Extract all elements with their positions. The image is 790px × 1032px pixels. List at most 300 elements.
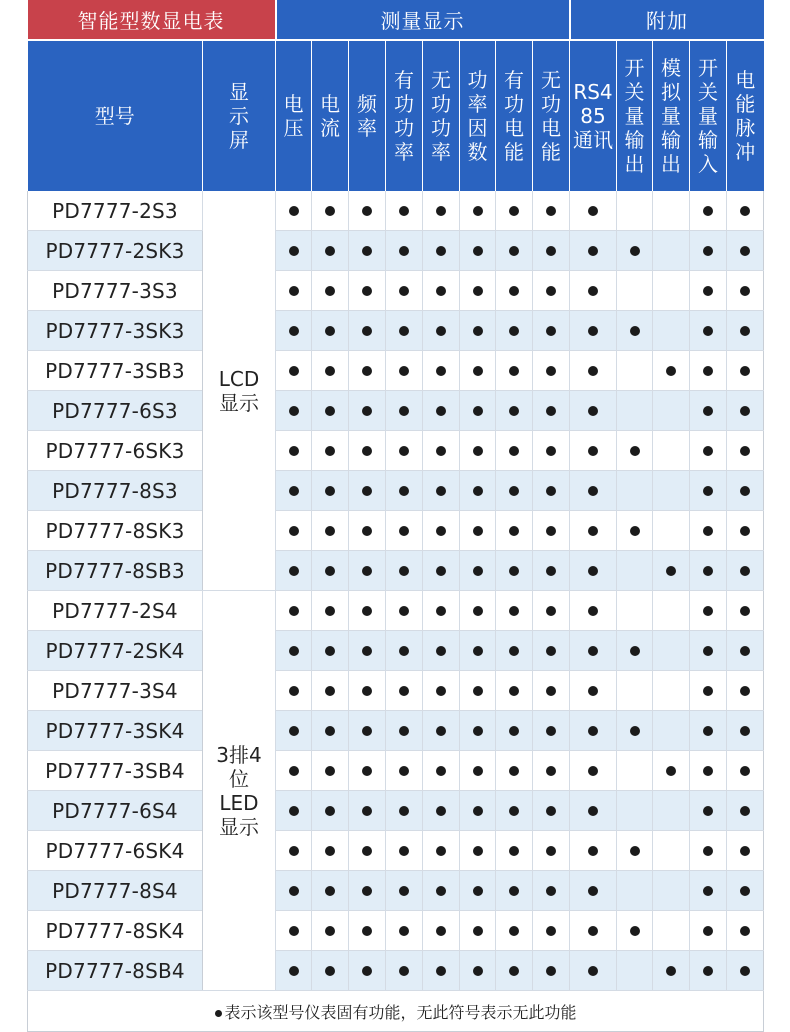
feature-cell (570, 591, 617, 631)
feature-cell (690, 311, 727, 351)
feature-dot-icon (362, 526, 372, 536)
feature-cell (349, 231, 386, 271)
feature-cell (727, 831, 764, 871)
display-type-cell: LCD显示 (203, 191, 276, 591)
feature-dot-icon (289, 366, 299, 376)
feature-cell (727, 551, 764, 591)
feature-dot-icon (289, 886, 299, 896)
feature-cell (496, 911, 533, 951)
feature-cell (690, 391, 727, 431)
feature-dot-icon (362, 566, 372, 576)
feature-cell (690, 831, 727, 871)
feature-cell (653, 311, 690, 351)
feature-cell (727, 431, 764, 471)
feature-cell (349, 791, 386, 831)
feature-cell (312, 231, 349, 271)
feature-dot-icon (399, 646, 409, 656)
feature-dot-icon (362, 766, 372, 776)
feature-cell (386, 191, 423, 231)
feature-dot-icon (546, 326, 556, 336)
feature-dot-icon (436, 406, 446, 416)
feature-cell (386, 951, 423, 991)
feature-cell (460, 911, 496, 951)
feature-dot-icon (473, 806, 483, 816)
feature-dot-icon (703, 926, 713, 936)
feature-cell (653, 911, 690, 951)
legend-dot-icon (215, 1010, 222, 1017)
feature-dot-icon (325, 886, 335, 896)
feature-cell (386, 631, 423, 671)
display-column-header: 显示屏 (203, 40, 276, 191)
feature-dot-icon (399, 246, 409, 256)
feature-dot-icon (740, 886, 750, 896)
feature-dot-icon (703, 446, 713, 456)
feature-cell (460, 351, 496, 391)
feature-cell (533, 711, 570, 751)
feature-dot-icon (740, 846, 750, 856)
feature-dot-icon (473, 566, 483, 576)
feature-cell (460, 791, 496, 831)
model-cell: PD7777-3SB4 (28, 751, 203, 791)
feature-cell (653, 471, 690, 511)
feature-dot-icon (362, 726, 372, 736)
feature-dot-icon (740, 726, 750, 736)
feature-cell (460, 311, 496, 351)
feature-cell (690, 231, 727, 271)
feature-cell (423, 391, 460, 431)
feature-cell (460, 871, 496, 911)
feature-dot-icon (588, 886, 598, 896)
feature-dot-icon (588, 446, 598, 456)
feature-cell (460, 711, 496, 751)
feature-dot-icon (325, 526, 335, 536)
feature-cell (276, 551, 312, 591)
feature-dot-icon (473, 246, 483, 256)
table-row (28, 591, 764, 631)
feature-cell (533, 471, 570, 511)
feature-cell (653, 871, 690, 911)
feature-dot-icon (325, 206, 335, 216)
feature-cell (496, 631, 533, 671)
feature-dot-icon (473, 366, 483, 376)
feature-dot-icon (509, 966, 519, 976)
feature-cell (533, 831, 570, 871)
feature-cell (533, 311, 570, 351)
feature-cell (653, 231, 690, 271)
table-row (28, 831, 764, 871)
table-row (28, 391, 764, 431)
feature-cell (386, 791, 423, 831)
feature-dot-icon (509, 606, 519, 616)
feature-dot-icon (436, 766, 446, 776)
feature-cell (617, 391, 653, 431)
feature-cell (690, 791, 727, 831)
feature-dot-icon (546, 206, 556, 216)
feature-dot-icon (362, 366, 372, 376)
feature-cell (312, 911, 349, 951)
feature-dot-icon (509, 366, 519, 376)
table-row (28, 431, 764, 471)
feature-cell (349, 471, 386, 511)
feature-cell (312, 391, 349, 431)
legend-cell (28, 991, 764, 1032)
feature-cell (570, 471, 617, 511)
feature-cell (460, 511, 496, 551)
feature-dot-icon (509, 446, 519, 456)
feature-cell (617, 551, 653, 591)
feature-dot-icon (436, 486, 446, 496)
display-type-cell: 3排4位LED显示 (203, 591, 276, 991)
feature-dot-icon (362, 926, 372, 936)
feature-cell (386, 871, 423, 911)
feature-cell (312, 671, 349, 711)
feature-column-header: 有功电能 (496, 40, 533, 191)
feature-dot-icon (509, 406, 519, 416)
feature-cell (496, 951, 533, 991)
feature-cell (533, 671, 570, 711)
feature-cell (496, 711, 533, 751)
feature-cell (617, 591, 653, 631)
feature-dot-icon (509, 486, 519, 496)
feature-dot-icon (362, 846, 372, 856)
feature-dot-icon (703, 846, 713, 856)
feature-cell (653, 671, 690, 711)
feature-dot-icon (588, 606, 598, 616)
feature-dot-icon (399, 526, 409, 536)
feature-dot-icon (703, 966, 713, 976)
feature-dot-icon (399, 606, 409, 616)
feature-cell (496, 591, 533, 631)
feature-cell (570, 751, 617, 791)
feature-cell (496, 271, 533, 311)
feature-dot-icon (740, 606, 750, 616)
feature-dot-icon (509, 566, 519, 576)
feature-dot-icon (666, 566, 676, 576)
feature-cell (533, 511, 570, 551)
feature-cell (496, 231, 533, 271)
feature-dot-icon (740, 526, 750, 536)
feature-cell (349, 511, 386, 551)
feature-dot-icon (588, 726, 598, 736)
feature-dot-icon (703, 886, 713, 896)
feature-dot-icon (666, 966, 676, 976)
feature-dot-icon (399, 966, 409, 976)
feature-table (27, 0, 764, 1032)
feature-cell (496, 871, 533, 911)
feature-cell (533, 791, 570, 831)
feature-cell (276, 871, 312, 911)
feature-dot-icon (289, 446, 299, 456)
feature-cell (276, 791, 312, 831)
feature-dot-icon (630, 726, 640, 736)
feature-dot-icon (436, 326, 446, 336)
feature-cell (386, 911, 423, 951)
feature-dot-icon (588, 806, 598, 816)
feature-cell (653, 271, 690, 311)
feature-cell (570, 431, 617, 471)
feature-cell (617, 871, 653, 911)
feature-cell (653, 751, 690, 791)
feature-cell (653, 351, 690, 391)
feature-dot-icon (740, 366, 750, 376)
feature-dot-icon (399, 886, 409, 896)
feature-dot-icon (630, 526, 640, 536)
column-header-row (28, 40, 764, 191)
feature-dot-icon (436, 206, 446, 216)
feature-cell (276, 311, 312, 351)
feature-column-header: RS485通讯 (570, 40, 617, 191)
feature-dot-icon (325, 686, 335, 696)
model-cell: PD7777-3SK4 (28, 711, 203, 751)
feature-cell (423, 191, 460, 231)
feature-dot-icon (289, 966, 299, 976)
feature-dot-icon (588, 486, 598, 496)
feature-dot-icon (546, 366, 556, 376)
feature-dot-icon (325, 926, 335, 936)
feature-column-header: 开关量输出 (617, 40, 653, 191)
feature-dot-icon (473, 766, 483, 776)
feature-cell (386, 231, 423, 271)
feature-cell (653, 431, 690, 471)
feature-cell (690, 671, 727, 711)
feature-cell (496, 351, 533, 391)
feature-dot-icon (703, 726, 713, 736)
feature-dot-icon (703, 566, 713, 576)
feature-cell (276, 511, 312, 551)
feature-cell (496, 431, 533, 471)
feature-cell (460, 231, 496, 271)
feature-dot-icon (509, 326, 519, 336)
table-row (28, 551, 764, 591)
feature-dot-icon (399, 286, 409, 296)
feature-cell (690, 271, 727, 311)
feature-dot-icon (325, 286, 335, 296)
feature-dot-icon (546, 566, 556, 576)
feature-dot-icon (436, 846, 446, 856)
feature-cell (312, 711, 349, 751)
feature-dot-icon (436, 446, 446, 456)
feature-cell (617, 911, 653, 951)
feature-dot-icon (325, 446, 335, 456)
feature-dot-icon (703, 766, 713, 776)
feature-dot-icon (546, 966, 556, 976)
feature-cell (570, 231, 617, 271)
feature-dot-icon (362, 286, 372, 296)
feature-dot-icon (509, 646, 519, 656)
feature-cell (386, 271, 423, 311)
feature-dot-icon (546, 486, 556, 496)
table-row (28, 751, 764, 791)
header-band (28, 0, 764, 40)
feature-cell (570, 831, 617, 871)
feature-dot-icon (588, 286, 598, 296)
feature-cell (423, 271, 460, 311)
feature-cell (496, 511, 533, 551)
model-cell: PD7777-8SK3 (28, 511, 203, 551)
feature-dot-icon (740, 806, 750, 816)
feature-dot-icon (546, 886, 556, 896)
feature-cell (690, 551, 727, 591)
feature-dot-icon (436, 926, 446, 936)
feature-cell (533, 751, 570, 791)
feature-cell (727, 271, 764, 311)
feature-cell (276, 751, 312, 791)
feature-cell (727, 351, 764, 391)
feature-dot-icon (289, 926, 299, 936)
feature-cell (312, 871, 349, 911)
model-cell: PD7777-6S3 (28, 391, 203, 431)
feature-cell (386, 831, 423, 871)
feature-cell (386, 351, 423, 391)
feature-cell (690, 871, 727, 911)
feature-dot-icon (289, 846, 299, 856)
feature-cell (276, 711, 312, 751)
feature-cell (570, 711, 617, 751)
feature-cell (423, 471, 460, 511)
feature-cell (617, 711, 653, 751)
feature-cell (727, 191, 764, 231)
feature-dot-icon (473, 526, 483, 536)
feature-cell (570, 511, 617, 551)
feature-cell (349, 551, 386, 591)
feature-cell (727, 471, 764, 511)
table-row (28, 871, 764, 911)
feature-dot-icon (399, 206, 409, 216)
feature-dot-icon (289, 286, 299, 296)
feature-cell (312, 591, 349, 631)
legend-row (28, 991, 764, 1032)
feature-cell (653, 951, 690, 991)
feature-dot-icon (703, 686, 713, 696)
feature-cell (312, 791, 349, 831)
feature-dot-icon (546, 846, 556, 856)
model-column-header: 型号 (28, 40, 203, 191)
feature-dot-icon (473, 726, 483, 736)
legend-text: 表示该型号仪表固有功能，无此符号表示无此功能 (224, 1002, 577, 1022)
feature-dot-icon (588, 766, 598, 776)
feature-cell (276, 431, 312, 471)
feature-dot-icon (399, 766, 409, 776)
feature-column-header: 无功功率 (423, 40, 460, 191)
feature-cell (617, 191, 653, 231)
feature-dot-icon (546, 646, 556, 656)
feature-dot-icon (588, 406, 598, 416)
feature-column-header: 电流 (312, 40, 349, 191)
feature-cell (276, 351, 312, 391)
table-row (28, 271, 764, 311)
feature-cell (727, 231, 764, 271)
feature-dot-icon (289, 406, 299, 416)
feature-cell (533, 951, 570, 991)
feature-cell (349, 391, 386, 431)
feature-cell (312, 951, 349, 991)
feature-cell (570, 351, 617, 391)
feature-cell (460, 671, 496, 711)
feature-cell (690, 351, 727, 391)
feature-cell (386, 591, 423, 631)
feature-column-header: 电压 (276, 40, 312, 191)
model-cell: PD7777-2SK3 (28, 231, 203, 271)
feature-dot-icon (509, 926, 519, 936)
feature-cell (349, 351, 386, 391)
feature-cell (276, 951, 312, 991)
feature-dot-icon (289, 526, 299, 536)
feature-cell (617, 831, 653, 871)
feature-dot-icon (325, 406, 335, 416)
feature-dot-icon (325, 726, 335, 736)
feature-dot-icon (289, 486, 299, 496)
feature-dot-icon (399, 726, 409, 736)
measure-group-header: 测量显示 (276, 0, 570, 40)
feature-cell (312, 751, 349, 791)
feature-cell (423, 871, 460, 911)
feature-dot-icon (399, 566, 409, 576)
feature-cell (533, 551, 570, 591)
feature-dot-icon (473, 846, 483, 856)
table-row (28, 711, 764, 751)
feature-dot-icon (473, 886, 483, 896)
feature-cell (312, 191, 349, 231)
feature-cell (276, 591, 312, 631)
feature-dot-icon (436, 246, 446, 256)
feature-column-header: 频率 (349, 40, 386, 191)
feature-cell (276, 391, 312, 431)
feature-cell (533, 631, 570, 671)
feature-cell (570, 391, 617, 431)
feature-cell (617, 231, 653, 271)
feature-dot-icon (289, 766, 299, 776)
feature-dot-icon (325, 566, 335, 576)
feature-cell (727, 871, 764, 911)
feature-dot-icon (588, 686, 598, 696)
feature-dot-icon (546, 766, 556, 776)
feature-cell (276, 471, 312, 511)
feature-cell (386, 551, 423, 591)
feature-dot-icon (509, 246, 519, 256)
feature-dot-icon (362, 606, 372, 616)
feature-dot-icon (740, 246, 750, 256)
feature-cell (386, 311, 423, 351)
feature-cell (349, 751, 386, 791)
model-cell: PD7777-2S3 (28, 191, 203, 231)
feature-cell (653, 591, 690, 631)
feature-cell (312, 551, 349, 591)
feature-cell (276, 911, 312, 951)
feature-cell (617, 351, 653, 391)
feature-dot-icon (325, 606, 335, 616)
feature-cell (349, 191, 386, 231)
feature-cell (690, 911, 727, 951)
table-title: 智能型数显电表 (28, 0, 276, 40)
feature-dot-icon (289, 726, 299, 736)
feature-cell (460, 191, 496, 231)
feature-dot-icon (588, 526, 598, 536)
feature-cell (423, 911, 460, 951)
feature-column-header: 模拟量输出 (653, 40, 690, 191)
feature-cell (727, 511, 764, 551)
feature-cell (496, 391, 533, 431)
feature-cell (460, 751, 496, 791)
feature-dot-icon (362, 686, 372, 696)
feature-cell (496, 191, 533, 231)
feature-dot-icon (473, 686, 483, 696)
feature-dot-icon (289, 246, 299, 256)
feature-dot-icon (436, 646, 446, 656)
feature-table-container (27, 0, 763, 1032)
feature-dot-icon (740, 446, 750, 456)
feature-cell (312, 431, 349, 471)
model-cell: PD7777-8S3 (28, 471, 203, 511)
